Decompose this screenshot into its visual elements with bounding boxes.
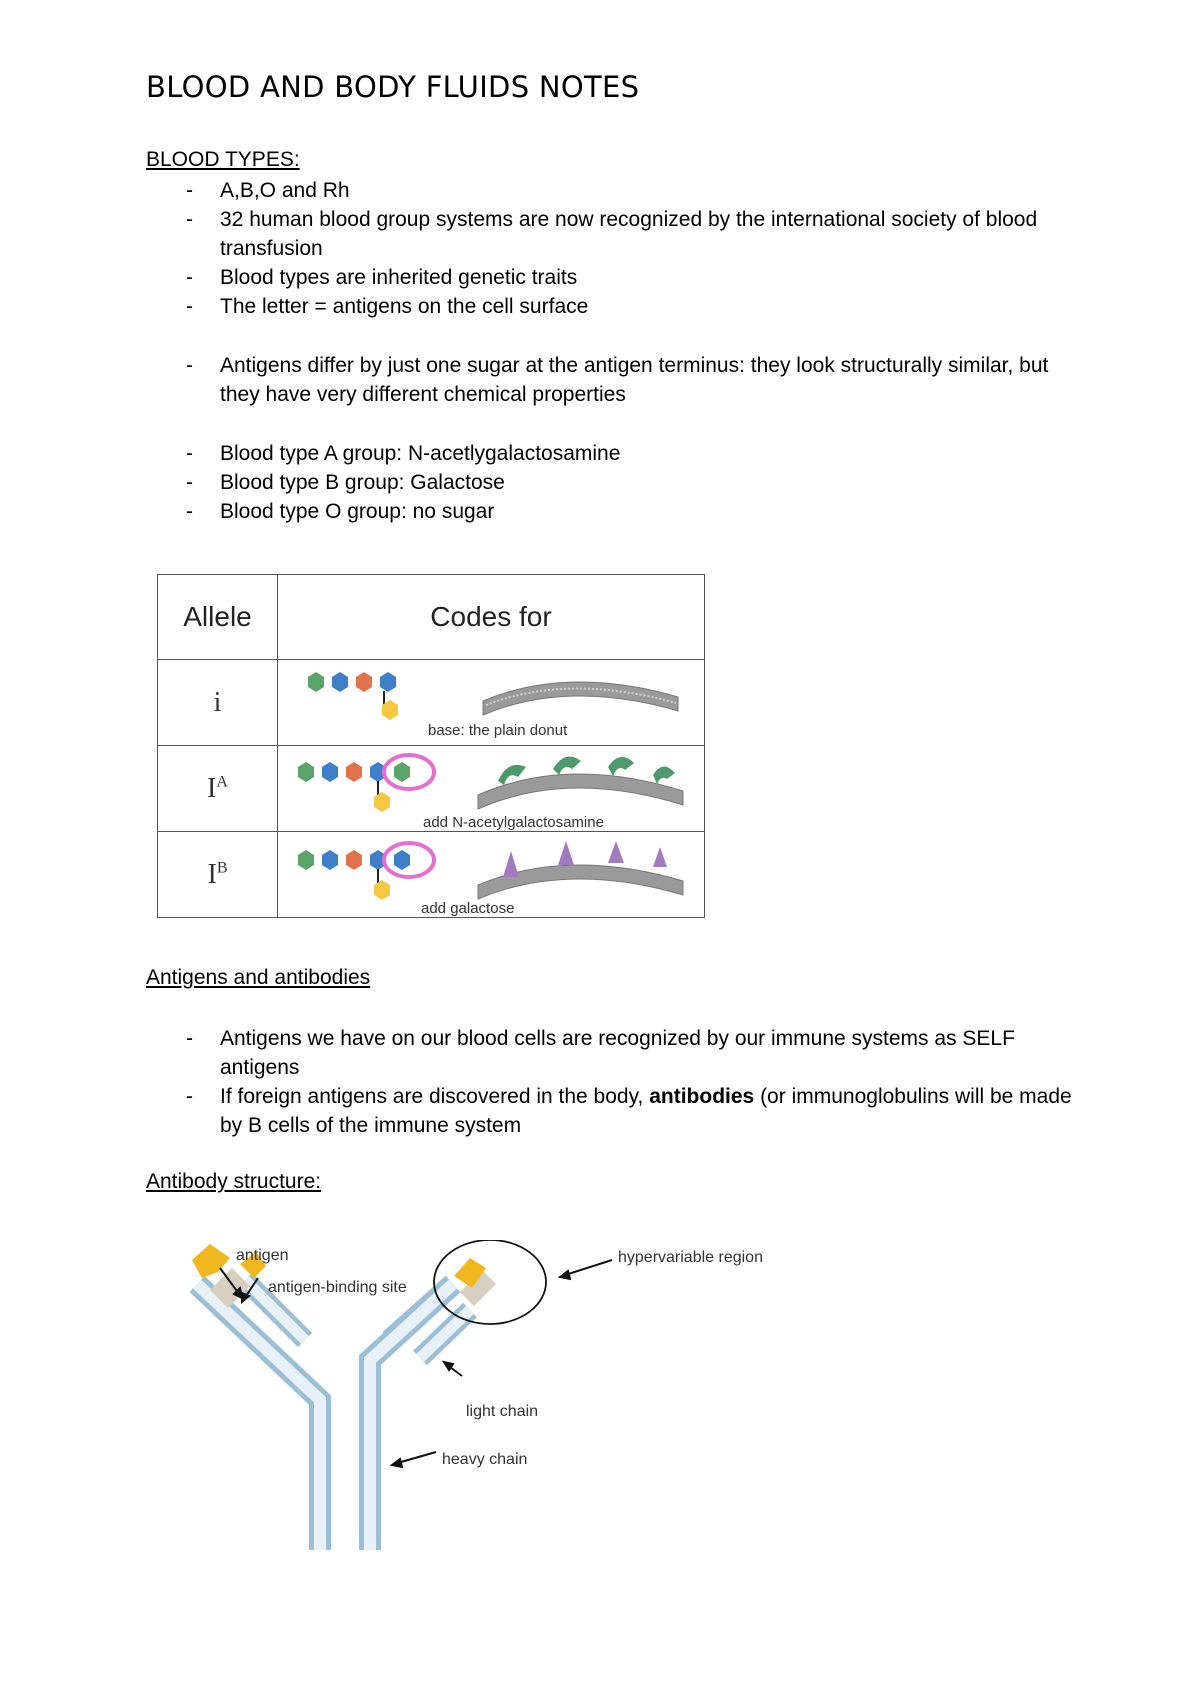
codes-cell: [278, 746, 705, 832]
antigens-list: [146, 1024, 1076, 1140]
page-title: BLOOD AND BODY FLUIDS NOTES: [146, 70, 640, 104]
list-item: - Antigens differ by just one sugar at the antigen terminus: they look structurally similar, but they have very different chemical properties: [186, 354, 1049, 406]
section-heading-antibody-structure: Antibody structure:: [146, 1170, 322, 1193]
list-item: - The letter = antigens on the cell surface: [186, 295, 589, 318]
antibody-diagram: [170, 1240, 810, 1570]
codes-cell: [278, 660, 705, 746]
list-item: - Antigens we have on our blood cells are recognized by our immune systems as SELF antigens: [186, 1027, 1015, 1079]
row-caption: add galactose: [421, 899, 515, 917]
section-heading-antigens: Antigens and antibodies: [146, 966, 371, 989]
codes-cell: [278, 832, 705, 918]
heavy-chain-icon: [197, 1284, 453, 1550]
section-heading-blood-types: BLOOD TYPES:: [146, 148, 300, 171]
list-item: - Blood types are inherited genetic traits: [186, 266, 578, 289]
allele-table: [157, 574, 705, 918]
label-heavy-chain: heavy chain: [442, 1451, 528, 1468]
label-light-chain: light chain: [466, 1403, 539, 1420]
list-item: - A,B,O and Rh: [186, 179, 350, 202]
sugar-chain-diagram: [278, 833, 704, 917]
label-antigen: antigen: [236, 1247, 289, 1264]
membrane-icon: [478, 841, 683, 899]
allele-cell: $I^B$: [158, 832, 278, 918]
oligosaccharide-icon: [298, 843, 434, 900]
list-item: - Blood type A group: N-acetlygalactosamine: [186, 442, 621, 465]
blood-types-list: [146, 176, 1076, 526]
sugar-chain-diagram: [278, 747, 704, 831]
row-caption: base: the plain donut: [428, 721, 568, 739]
sugar-chain-diagram: [278, 661, 704, 745]
header-allele: Allele: [158, 575, 278, 660]
allele-cell: i: [158, 660, 278, 746]
list-item: - Blood type O group: no sugar: [186, 500, 495, 523]
membrane-icon: [483, 681, 678, 714]
oligosaccharide-icon: [308, 672, 398, 720]
list-item: - If foreign antigens are discovered in the body, antibodies (or immunoglobulins will be made by B cells of the immune system: [186, 1085, 1072, 1137]
list-item: - Blood type B group: Galactose: [186, 471, 505, 494]
list-item: - 32 human blood group systems are now recognized by the international society of blood transfusion: [186, 208, 1038, 260]
allele-cell: $I^A$: [158, 746, 278, 832]
membrane-icon: [478, 756, 683, 809]
header-codes-for: Codes for: [278, 575, 705, 660]
oligosaccharide-icon: [298, 755, 434, 812]
row-caption: add N-acetylgalactosamine: [423, 813, 604, 831]
label-hypervariable-region: hypervariable region: [618, 1249, 763, 1266]
label-antigen-binding-site: antigen-binding site: [268, 1279, 407, 1296]
